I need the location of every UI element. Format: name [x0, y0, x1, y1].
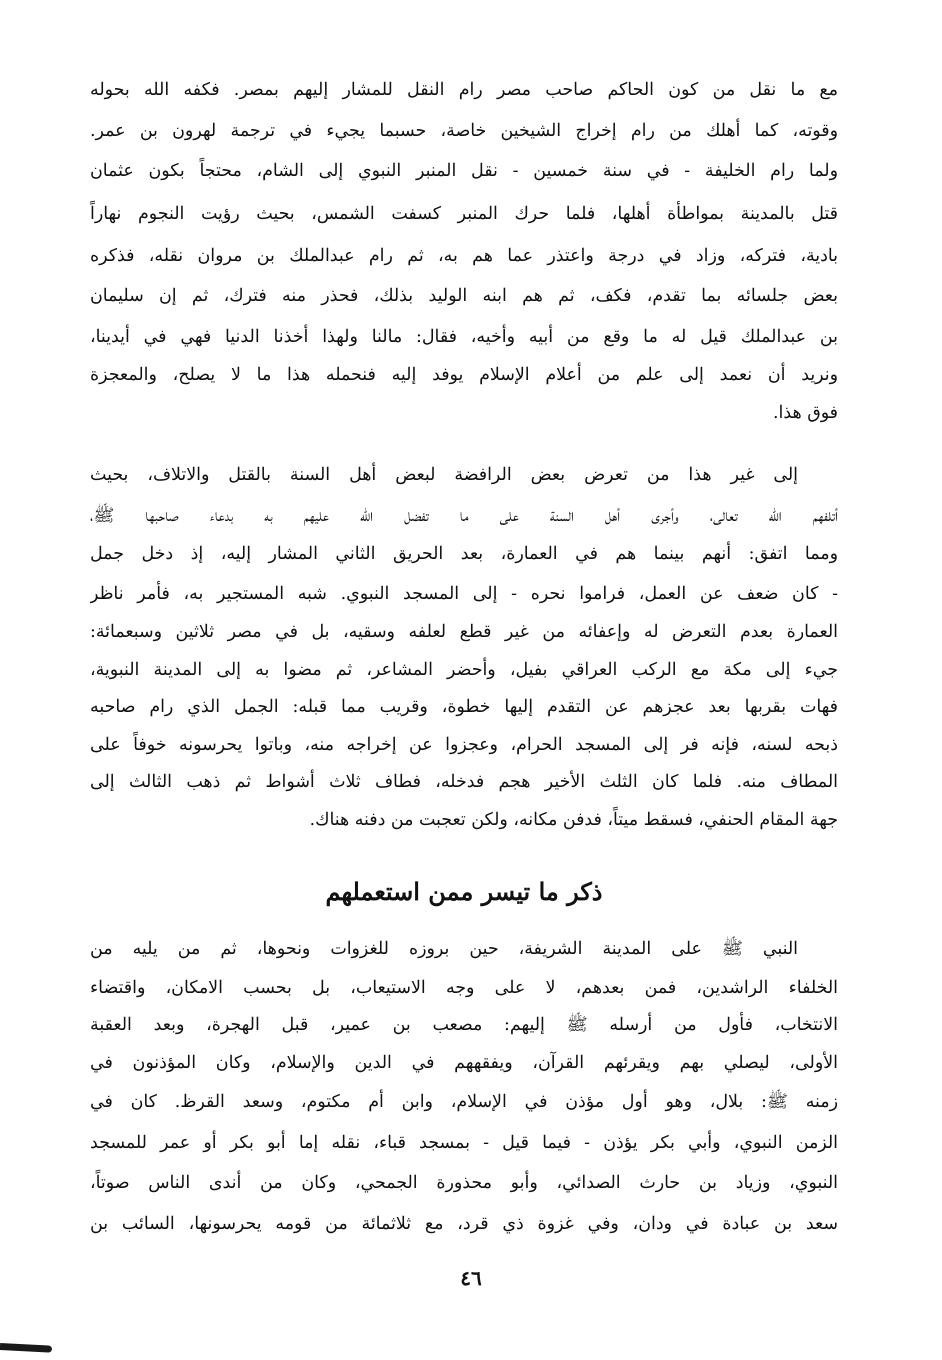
scan-edge-mark: [0, 1343, 52, 1353]
text-line: بادية، فتركه، وزاد في درجة واعتذر عما هم به، ثم رام عبدالملك بن مروان نقله، فذكره: [90, 245, 838, 266]
paragraph-2: [90, 455, 838, 839]
text-line: جيء إلى مكة مع الركب العراقي بفيل، وأحضر المشاعر، ثم مضوا به إلى المدينة النبوية،: [90, 659, 838, 680]
text-line: الزمن النبوي، وأبي بكر يؤذن - فيما قيل - بمسجد قباء، نقله إما أبو بكر أو عمر للمسجد: [90, 1132, 838, 1153]
text-line: بن عبدالملك قيل له ما وقع من أبيه وأخيه، فقال: مالنا ولهذا أخذنا الدنيا فهي في أيدينا،: [90, 326, 838, 347]
text-line: مع ما نقل من كون الحاكم صاحب مصر رام النقل للمشار إليهم بمصر. فكفه الله بحوله: [90, 80, 838, 100]
text-line: المطاف منه. فلما كان الثلث الأخير هجم فدخله، فطاف ثلاث أشواط ثم ذهب الثالث إلى: [90, 772, 838, 792]
text-line: قتل بالمدينة بمواطأة أهلها، فلما حرك المنبر كسفت الشمس، بحيث رؤيت النجوم نهاراً: [90, 203, 838, 224]
text-line: بعض جلسائه بما تقدم، فكف، ثم هم ابنه الوليد بذلك، فحذر منه فترك، ثم إن سليمان: [90, 286, 838, 306]
text-line: إلى غير هذا من تعرض بعض الرافضة لبعض أهل السنة بالقتل والاتلاف، بحيث: [90, 465, 798, 485]
text-line: ذبحه لسنه، فإنه فر إلى المسجد الحرام، وعجزوا عن إخراجه منه، وباتوا يحرسونه خوفاً على: [90, 734, 838, 755]
text-line: الخلفاء الراشدين، فمن بعدهم، لا على وجه الاستيعاب، بل بحسب الامكان، واقتضاء: [90, 977, 838, 998]
text-line: ولما رام الخليفة - في سنة خمسين - نقل المنبر النبوي إلى الشام، محتجاً بكون عثمان: [90, 161, 838, 181]
paragraph-3: [90, 929, 838, 1244]
section-heading: ذكر ما تيسر ممن استعملهم: [325, 877, 603, 906]
text-line: الأولى، ليصلي بهم ويقرئهم القرآن، ويفقههم في الدين والإسلام، وكان المؤذنون في: [90, 1052, 838, 1073]
text-line: النبوي، وزياد بن حارث الصدائي، وأبو محذورة الجمحي، وكان من أندى الناس صوتاً،: [90, 1173, 838, 1193]
text-line: العمارة بعدم التعرض له وإعفائه من غير قطع لعلفه وسقيه، بل في مصر ثلاثين وسبعمائة:: [90, 622, 838, 642]
text-line: أتلفهم الله تعالى، وأجرى أهل السنة على ما تفضل الله عليهم به بدعاء صاحبها ﷺ،: [90, 505, 838, 526]
text-line: - كان ضعف عن العمل، فراموا نحره - إلى المسجد النبوي. شبه المستجير به، فأمر ناظر: [90, 583, 838, 604]
text-line: زمنه ﷺ: بلال، وهو أول مؤذن في الإسلام، وابن أم مكتوم، وسعد القرظ. كان في: [90, 1092, 838, 1112]
text-line: فوق هذا.: [773, 402, 838, 423]
text-line: ومما اتفق: أنهم بينما هم في العمارة، بعد الحريق الثاني المشار إليه، إذ دخل جمل: [90, 544, 838, 564]
text-line: وقوته، كما أهلك من رام إخراج الشيخين خاصة، حسبما يجيء في ترجمة لهرون بن عمر.: [90, 120, 838, 141]
text-line: النبي ﷺ على المدينة الشريفة، حين بروزه للغزوات ونحوها، ثم من يليه من: [90, 939, 798, 959]
text-line: سعد بن عبادة في ودان، وفي غزوة ذي قرد، مع ثلاثمائة من قومه يحرسونها، السائب بن: [90, 1213, 838, 1234]
text-line: الانتخاب، فأول من أرسله ﷺ إليهم: مصعب بن عمير، قبل الهجرة، وبعد العقبة: [90, 1015, 838, 1035]
text-line: ونريد أن نعمد إلى علم من أعلام الإسلام يوفد إليه فنحمله هذا ما لا يصلح، والمعجزة: [90, 365, 838, 385]
text-line: فهات بقربها بعد عجزهم عن التقدم إليها خطوة، وقريب مما قبله: الجمل الذي رام صاحبه: [90, 697, 838, 717]
text-line: جهة المقام الحنفي، فسقط ميتاً، فدفن مكانه، ولكن تعجبت من دفنه هناك.: [309, 809, 838, 830]
paragraph-1: [90, 70, 838, 432]
page-number: ٤٦: [460, 1266, 482, 1290]
